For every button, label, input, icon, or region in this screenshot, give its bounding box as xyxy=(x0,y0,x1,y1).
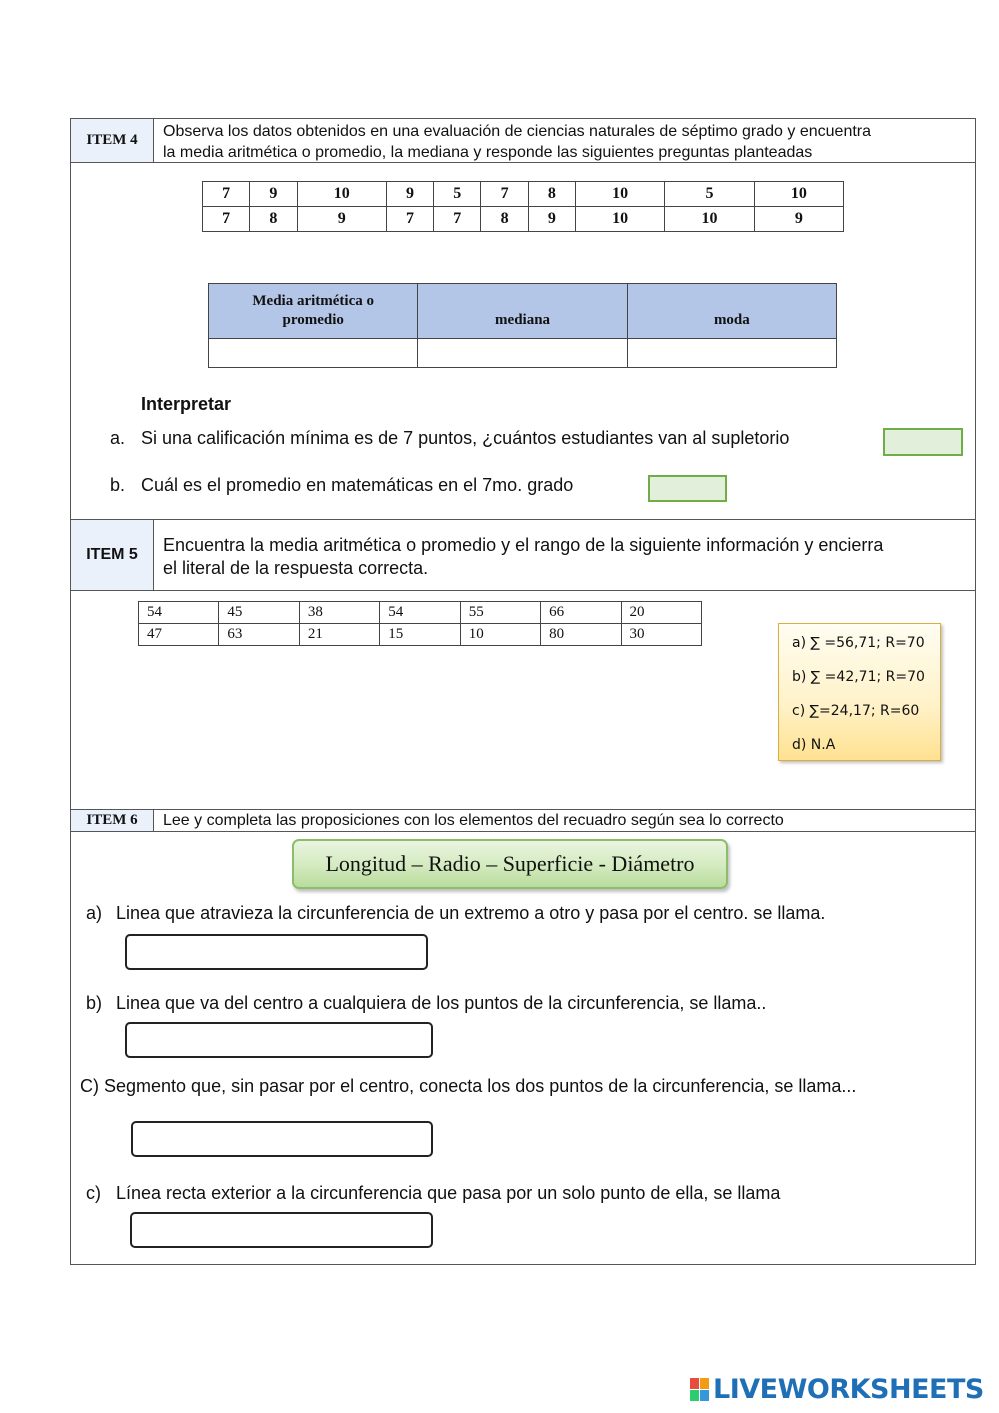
question-6d: Línea recta exterior a la circunferencia que pasa por un solo punto de ella, se llama xyxy=(116,1183,781,1203)
frame-top xyxy=(70,118,976,119)
answer-6d-input[interactable] xyxy=(130,1212,433,1248)
item4-data-table xyxy=(202,181,844,232)
option-d[interactable]: d) N.A xyxy=(792,737,836,753)
word-bank-text: Longitud – Radio – Superficie - Diámetro xyxy=(325,851,695,876)
median-answer-cell[interactable] xyxy=(418,339,627,368)
question-b-marker: b. xyxy=(110,475,126,495)
item5-data-table xyxy=(138,601,702,646)
question-6a: Linea que atravieza la circunferencia de un extremo a otro y pasa por el centro. se llama. xyxy=(116,903,826,923)
question-6a-marker: a) xyxy=(86,903,103,923)
option-a[interactable]: a) ∑ =56,71; R=70 xyxy=(792,635,925,651)
liveworksheets-logo xyxy=(690,1372,984,1406)
mode-header: moda xyxy=(627,284,836,339)
interpret-title: Interpretar xyxy=(141,394,232,414)
frame-bottom xyxy=(70,1264,976,1265)
mean-header: Media aritmética o promedio xyxy=(209,284,418,339)
table-row xyxy=(209,284,837,339)
option-c[interactable]: c) ∑=24,17; R=60 xyxy=(792,703,920,719)
answer-6a-input[interactable] xyxy=(125,934,428,970)
table-row: 7 8 9 7 7 8 9 10 10 9 xyxy=(203,207,844,232)
question-6c: C) Segmento que, sin pasar por el centro, conecta los dos puntos de la circunferencia, se llama... xyxy=(80,1076,857,1096)
mean-answer-cell[interactable] xyxy=(209,339,418,368)
option-b[interactable]: b) ∑ =42,71; R=70 xyxy=(792,669,925,685)
item4-instruction: Observa los datos obtenidos en una evaluación de ciencias naturales de séptimo grado y encuentra la media aritmética o promedio, la mediana y responde las siguientes preguntas planteadas xyxy=(163,123,872,161)
answer-6c-input[interactable] xyxy=(131,1121,433,1157)
logo-icon xyxy=(690,1378,709,1401)
item5-label: ITEM 5 xyxy=(86,546,138,563)
answer-6b-input[interactable] xyxy=(125,1022,433,1058)
question-a: Si una calificación mínima es de 7 puntos, ¿cuántos estudiantes van al supletorio xyxy=(141,428,790,448)
question-6d-marker: c) xyxy=(86,1183,101,1203)
median-header: mediana xyxy=(418,284,627,339)
frame-left xyxy=(70,118,71,1265)
item6-instruction: Lee y completa las proposiciones con los elementos del recuadro según sea lo correcto xyxy=(163,812,784,829)
word-bank xyxy=(292,839,728,889)
question-a-marker: a. xyxy=(110,428,126,448)
item5-options-box xyxy=(778,623,941,761)
question-6b: Linea que va del centro a cualquiera de los puntos de la circunferencia, se llama.. xyxy=(116,993,767,1013)
mode-answer-cell[interactable] xyxy=(627,339,836,368)
table-row: 47 63 21 15 10 80 30 xyxy=(139,624,702,646)
question-a-answer-box[interactable] xyxy=(883,428,963,456)
table-row xyxy=(209,339,837,368)
question-b-answer-box[interactable] xyxy=(648,475,727,502)
item5-instruction: Encuentra la media aritmética o promedio y el rango de la siguiente información y encierra el literal de la respuesta correcta. xyxy=(163,535,884,578)
table-row: 7 9 10 9 5 7 8 10 5 10 xyxy=(203,182,844,207)
item4-label: ITEM 4 xyxy=(86,132,138,148)
table-row: 54 45 38 54 55 66 20 xyxy=(139,602,702,624)
item4-stats-table xyxy=(208,283,837,368)
logo-text: LIVEWORKSHEETS xyxy=(713,1373,984,1405)
item6-label: ITEM 6 xyxy=(86,812,138,828)
frame-right xyxy=(975,118,976,1265)
question-b: Cuál es el promedio en matemáticas en el 7mo. grado xyxy=(141,475,574,495)
question-6b-marker: b) xyxy=(86,993,103,1013)
